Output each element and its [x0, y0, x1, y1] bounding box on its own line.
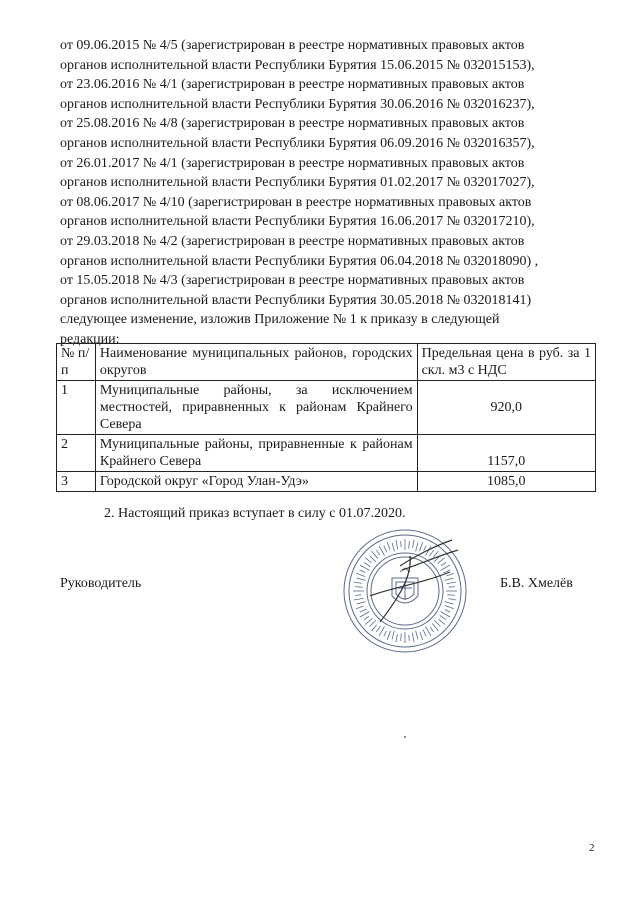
- row-num: 1: [57, 381, 96, 435]
- table-row: [57, 472, 596, 492]
- body-line: от 23.06.2016 № 4/1 (зарегистрирован в реестре нормативных правовых актов: [60, 77, 525, 93]
- body-line: от 09.06.2015 № 4/5 (зарегистрирован в реестре нормативных правовых актов: [60, 38, 525, 53]
- body-line: органов исполнительной власти Республики Бурятия 01.02.2017 № 032017027),: [60, 175, 535, 191]
- body-line: от 08.06.2017 № 4/10 (зарегистрирован в реестре нормативных правовых актов: [60, 194, 532, 210]
- page-number: 2: [589, 842, 595, 854]
- official-seal-stamp: [340, 526, 470, 656]
- body-text: [60, 36, 594, 350]
- body-line: следующее изменение, изложив Приложение № 1 к приказу в следующей: [60, 312, 500, 328]
- row-price: 1157,0: [417, 435, 595, 472]
- body-line: от 25.08.2016 № 4/8 (зарегистрирован в реестре нормативных правовых актов: [60, 116, 525, 132]
- row-name: Муниципальные районы, приравненные к районам Крайнего Севера: [95, 435, 417, 472]
- body-line: от 29.03.2018 № 4/2 (зарегистрирован в реестре нормативных правовых актов: [60, 233, 525, 249]
- body-line: органов исполнительной власти Республики Бурятия 30.05.2018 № 032018141): [60, 292, 532, 308]
- body-line: от 15.05.2018 № 4/3 (зарегистрирован в реестре нормативных правовых актов: [60, 273, 525, 289]
- header-price-label: Предельная цена в руб. за 1 скл. м3 с НДС: [421, 346, 591, 378]
- row-price: 1085,0: [417, 472, 595, 492]
- body-line: от 26.01.2017 № 4/1 (зарегистрирован в реестре нормативных правовых актов: [60, 155, 525, 171]
- table-row: [57, 381, 596, 435]
- body-line: органов исполнительной власти Республики Бурятия 30.06.2016 № 032016237),: [60, 96, 535, 112]
- header-num: № п/п: [57, 344, 96, 381]
- row-name: Городской округ «Город Улан-Удэ»: [95, 472, 417, 492]
- body-line: органов исполнительной власти Республики Бурятия 15.06.2015 № 032015153),: [60, 57, 535, 73]
- order-effective-text: 2. Настоящий приказ вступает в силу с 01.07.2020.: [104, 506, 406, 521]
- price-table: [56, 343, 596, 492]
- body-line: редакции:: [60, 331, 120, 347]
- body-line: органов исполнительной власти Республики Бурятия 06.09.2016 № 032016357),: [60, 135, 535, 151]
- row-num: 3: [57, 472, 96, 492]
- signatory-title: Руководитель: [60, 576, 142, 591]
- table-row: [57, 435, 596, 472]
- row-num: 2: [57, 435, 96, 472]
- row-name: Муниципальные районы, за исключением местностей, приравненных к районам Крайнего Севера: [95, 381, 417, 435]
- body-line: органов исполнительной власти Республики Бурятия 06.04.2018 № 032018090) ,: [60, 253, 539, 269]
- row-price: 920,0: [417, 381, 595, 435]
- body-line: органов исполнительной власти Республики Бурятия 16.06.2017 № 032017210),: [60, 214, 535, 230]
- table-header-row: [57, 344, 596, 381]
- signatory-name: Б.В. Хмелёв: [500, 576, 573, 591]
- scan-speck: [404, 736, 406, 738]
- header-price: [417, 344, 595, 381]
- header-name: Наименование муниципальных районов, городских округов: [95, 344, 417, 381]
